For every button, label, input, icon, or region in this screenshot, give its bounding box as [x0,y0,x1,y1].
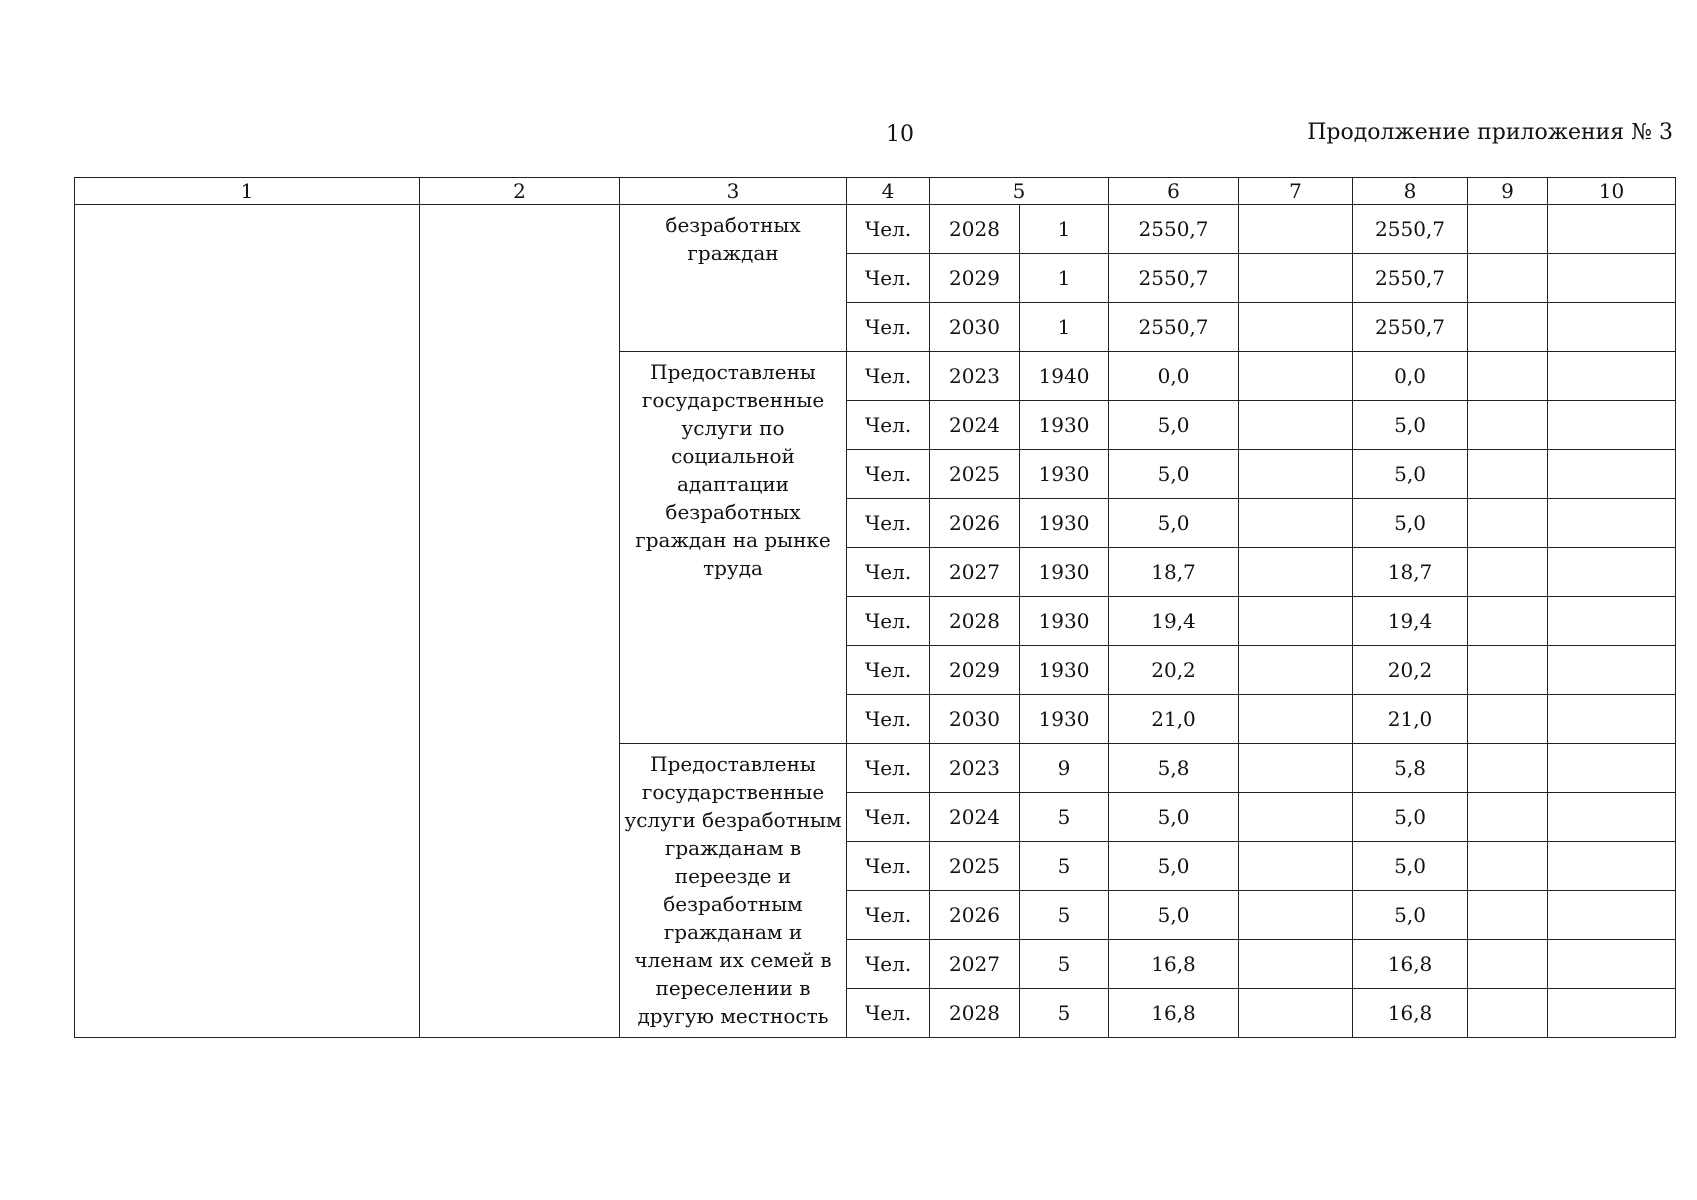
column-8-cell: 5,0 [1353,401,1468,450]
column-10-cell [1548,401,1676,450]
column-7-cell [1239,646,1353,695]
column-header-5: 5 [930,178,1109,205]
unit-cell: Чел. [847,646,930,695]
unit-cell: Чел. [847,597,930,646]
indicator-description: Предоставлены государственные услуги по социальной адаптации безработных граждан на рынке труда [620,352,847,744]
column-8-cell: 19,4 [1353,597,1468,646]
year-cell: 2026 [930,499,1020,548]
column-header-7: 7 [1239,178,1353,205]
column-9-cell [1468,989,1548,1038]
column-9-cell [1468,401,1548,450]
column-6-cell: 19,4 [1109,597,1239,646]
column-header-8: 8 [1353,178,1468,205]
column-10-cell [1548,646,1676,695]
column-8-cell: 16,8 [1353,989,1468,1038]
column-6-cell: 5,8 [1109,744,1239,793]
year-cell: 2030 [930,303,1020,352]
column-9-cell [1468,205,1548,254]
unit-cell: Чел. [847,303,930,352]
column-6-cell: 18,7 [1109,548,1239,597]
column-9-cell [1468,254,1548,303]
column-7-cell [1239,303,1353,352]
column-9-cell [1468,646,1548,695]
unit-cell: Чел. [847,940,930,989]
unit-cell: Чел. [847,695,930,744]
column-header-2: 2 [420,178,620,205]
year-cell: 2028 [930,989,1020,1038]
column-9-cell [1468,450,1548,499]
column-6-cell: 2550,7 [1109,303,1239,352]
column-8-cell: 20,2 [1353,646,1468,695]
column-7-cell [1239,793,1353,842]
column-8-cell: 5,0 [1353,499,1468,548]
column-7-cell [1239,352,1353,401]
column-8-cell: 2550,7 [1353,303,1468,352]
quantity-cell: 5 [1020,989,1109,1038]
column-header-6: 6 [1109,178,1239,205]
column-10-cell [1548,352,1676,401]
column-9-cell [1468,744,1548,793]
year-cell: 2027 [930,548,1020,597]
year-cell: 2028 [930,205,1020,254]
quantity-cell: 5 [1020,940,1109,989]
unit-cell: Чел. [847,793,930,842]
column-8-cell: 0,0 [1353,352,1468,401]
column-10-cell [1548,842,1676,891]
quantity-cell: 1930 [1020,597,1109,646]
column-header-9: 9 [1468,178,1548,205]
quantity-cell: 1930 [1020,695,1109,744]
column-7-cell [1239,842,1353,891]
column-7-cell [1239,205,1353,254]
column-8-cell: 5,0 [1353,793,1468,842]
column-8-cell: 5,0 [1353,450,1468,499]
column-header-row [75,178,1676,205]
column-9-cell [1468,793,1548,842]
column-6-cell: 5,0 [1109,891,1239,940]
year-cell: 2030 [930,695,1020,744]
column-10-cell [1548,695,1676,744]
column-10-cell [1548,499,1676,548]
column-10-cell [1548,989,1676,1038]
column-1-cell [75,205,420,1038]
column-8-cell: 2550,7 [1353,205,1468,254]
column-6-cell: 5,0 [1109,450,1239,499]
column-10-cell [1548,450,1676,499]
column-8-cell: 2550,7 [1353,254,1468,303]
column-7-cell [1239,989,1353,1038]
column-7-cell [1239,695,1353,744]
page-number: 10 [886,122,914,147]
quantity-cell: 5 [1020,842,1109,891]
quantity-cell: 5 [1020,891,1109,940]
unit-cell: Чел. [847,744,930,793]
column-2-cell [420,205,620,1038]
column-7-cell [1239,254,1353,303]
unit-cell: Чел. [847,499,930,548]
column-10-cell [1548,548,1676,597]
column-header-3: 3 [620,178,847,205]
column-7-cell [1239,401,1353,450]
quantity-cell: 1930 [1020,401,1109,450]
column-header-10: 10 [1548,178,1676,205]
year-cell: 2023 [930,352,1020,401]
column-7-cell [1239,450,1353,499]
column-9-cell [1468,695,1548,744]
column-10-cell [1548,793,1676,842]
column-7-cell [1239,597,1353,646]
column-10-cell [1548,597,1676,646]
column-10-cell [1548,891,1676,940]
unit-cell: Чел. [847,989,930,1038]
quantity-cell: 1 [1020,205,1109,254]
unit-cell: Чел. [847,352,930,401]
column-6-cell: 21,0 [1109,695,1239,744]
quantity-cell: 9 [1020,744,1109,793]
column-10-cell [1548,744,1676,793]
year-cell: 2029 [930,254,1020,303]
column-6-cell: 16,8 [1109,940,1239,989]
unit-cell: Чел. [847,205,930,254]
quantity-cell: 1930 [1020,646,1109,695]
column-6-cell: 0,0 [1109,352,1239,401]
column-9-cell [1468,548,1548,597]
column-6-cell: 5,0 [1109,401,1239,450]
column-7-cell [1239,891,1353,940]
column-header-1: 1 [75,178,420,205]
column-6-cell: 5,0 [1109,499,1239,548]
year-cell: 2024 [930,793,1020,842]
unit-cell: Чел. [847,450,930,499]
year-cell: 2026 [930,891,1020,940]
year-cell: 2024 [930,401,1020,450]
column-9-cell [1468,597,1548,646]
column-8-cell: 5,8 [1353,744,1468,793]
quantity-cell: 1930 [1020,499,1109,548]
indicator-description: Предоставлены государственные услуги безработным гражданам в переезде и безработным гражданам и членам их семей в переселении в другую местность [620,744,847,1038]
column-7-cell [1239,499,1353,548]
year-cell: 2025 [930,842,1020,891]
table-body [75,178,1676,1038]
column-9-cell [1468,352,1548,401]
column-10-cell [1548,940,1676,989]
unit-cell: Чел. [847,401,930,450]
quantity-cell: 1 [1020,303,1109,352]
column-header-4: 4 [847,178,930,205]
column-8-cell: 5,0 [1353,891,1468,940]
column-6-cell: 16,8 [1109,989,1239,1038]
year-cell: 2025 [930,450,1020,499]
column-8-cell: 16,8 [1353,940,1468,989]
appendix-table [74,177,1676,1038]
column-8-cell: 21,0 [1353,695,1468,744]
unit-cell: Чел. [847,842,930,891]
column-7-cell [1239,548,1353,597]
column-8-cell: 18,7 [1353,548,1468,597]
column-9-cell [1468,940,1548,989]
table-row [75,205,1676,254]
quantity-cell: 5 [1020,793,1109,842]
column-6-cell: 2550,7 [1109,205,1239,254]
year-cell: 2028 [930,597,1020,646]
column-9-cell [1468,303,1548,352]
quantity-cell: 1930 [1020,548,1109,597]
column-9-cell [1468,891,1548,940]
column-10-cell [1548,205,1676,254]
column-10-cell [1548,303,1676,352]
column-8-cell: 5,0 [1353,842,1468,891]
unit-cell: Чел. [847,254,930,303]
continuation-label: Продолжение приложения № 3 [1307,120,1673,145]
quantity-cell: 1930 [1020,450,1109,499]
column-9-cell [1468,499,1548,548]
column-6-cell: 20,2 [1109,646,1239,695]
year-cell: 2027 [930,940,1020,989]
indicator-description: безработных граждан [620,205,847,352]
column-10-cell [1548,254,1676,303]
column-9-cell [1468,842,1548,891]
year-cell: 2023 [930,744,1020,793]
column-6-cell: 2550,7 [1109,254,1239,303]
column-6-cell: 5,0 [1109,793,1239,842]
column-6-cell: 5,0 [1109,842,1239,891]
unit-cell: Чел. [847,548,930,597]
quantity-cell: 1940 [1020,352,1109,401]
column-7-cell [1239,940,1353,989]
unit-cell: Чел. [847,891,930,940]
column-7-cell [1239,744,1353,793]
year-cell: 2029 [930,646,1020,695]
quantity-cell: 1 [1020,254,1109,303]
